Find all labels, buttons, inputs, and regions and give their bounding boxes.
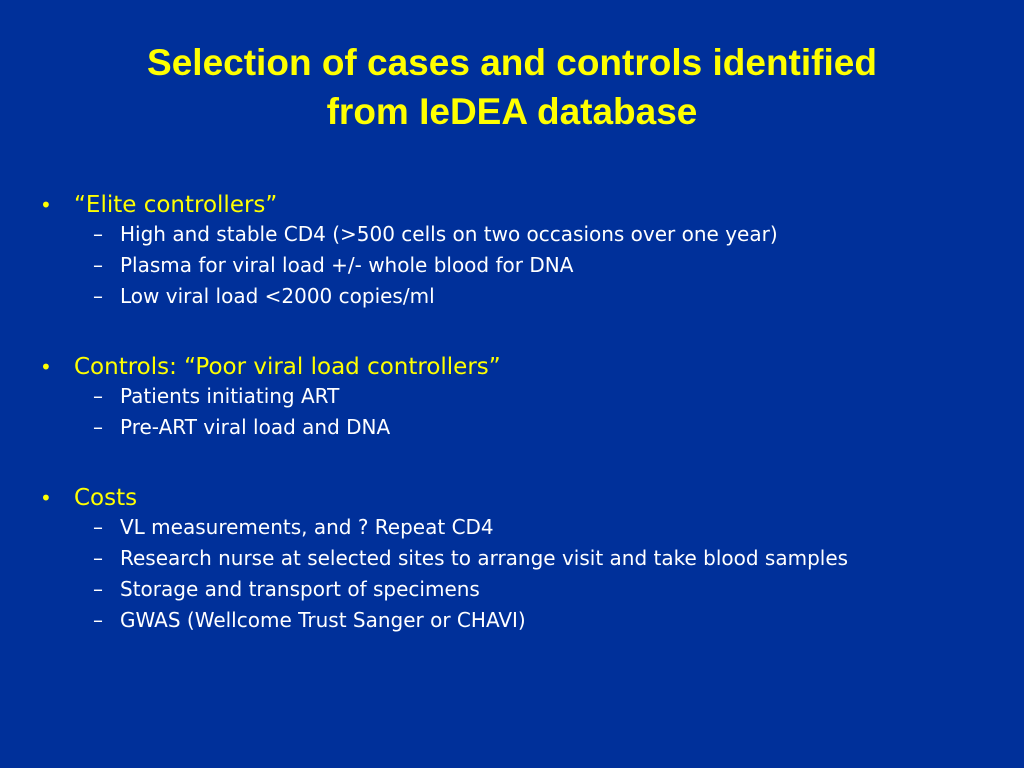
dash-icon: –: [93, 415, 103, 439]
sub-item-text: High and stable CD4 (>500 cells on two occasions over one year): [120, 222, 778, 246]
sub-item-text: Storage and transport of specimens: [120, 577, 480, 601]
sub-item-text: GWAS (Wellcome Trust Sanger or CHAVI): [120, 608, 526, 632]
sub-item-text: Pre-ART viral load and DNA: [120, 415, 391, 439]
dash-icon: –: [93, 577, 103, 601]
bullet-dot-icon: •: [40, 486, 52, 510]
sub-list: [38, 515, 938, 632]
dash-icon: –: [93, 515, 103, 539]
sub-list: [38, 384, 938, 439]
sub-item: [38, 253, 938, 277]
sub-item: [38, 546, 938, 570]
sub-item: [38, 284, 938, 308]
sub-item: [38, 608, 938, 632]
dash-icon: –: [93, 284, 103, 308]
sub-item-text: Patients initiating ART: [120, 384, 340, 408]
dash-icon: –: [93, 546, 103, 570]
slide-body: [38, 190, 938, 639]
dash-icon: –: [93, 384, 103, 408]
slide-title-line-1: Selection of cases and controls identified: [147, 42, 877, 83]
sub-item: [38, 415, 938, 439]
dash-icon: –: [93, 222, 103, 246]
dash-icon: –: [93, 253, 103, 277]
bullet-heading: [38, 483, 938, 513]
slide-title: [40, 38, 984, 136]
sub-item-text: Low viral load <2000 copies/ml: [120, 284, 435, 308]
sub-list: [38, 222, 938, 308]
sub-item: [38, 222, 938, 246]
bullet-dot-icon: •: [40, 193, 52, 217]
bullet-group-costs: [38, 483, 938, 632]
dash-icon: –: [93, 608, 103, 632]
sub-item: [38, 384, 938, 408]
bullet-heading-text: “Elite controllers”: [74, 192, 278, 218]
sub-item: [38, 515, 938, 539]
bullet-dot-icon: •: [40, 355, 52, 379]
sub-item-text: VL measurements, and ? Repeat CD4: [120, 515, 494, 539]
slide-title-line-2: from IeDEA database: [326, 91, 698, 132]
bullet-group-elite-controllers: [38, 190, 938, 308]
bullet-group-controls: [38, 352, 938, 439]
bullet-heading: [38, 190, 938, 220]
sub-item-text: Plasma for viral load +/- whole blood for DNA: [120, 253, 574, 277]
sub-item: [38, 577, 938, 601]
bullet-heading-text: Controls: “Poor viral load controllers”: [74, 354, 501, 380]
sub-item-text: Research nurse at selected sites to arrange visit and take blood samples: [120, 546, 849, 570]
bullet-heading-text: Costs: [74, 485, 138, 511]
bullet-heading: [38, 352, 938, 382]
